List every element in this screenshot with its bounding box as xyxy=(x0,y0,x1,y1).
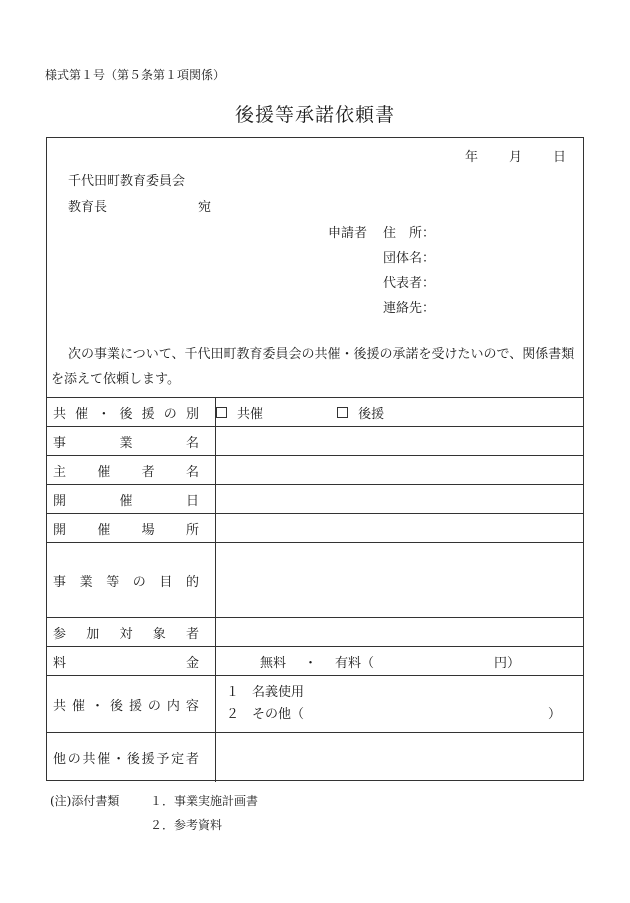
table-row xyxy=(47,543,583,618)
event-date-input[interactable] xyxy=(216,485,584,514)
table-row xyxy=(47,618,583,647)
fee-free-option[interactable]: 無料 xyxy=(260,655,287,671)
row-label-text: 共 催 ・ 後 援 の 別 xyxy=(53,406,199,422)
venue-input[interactable] xyxy=(216,514,584,543)
table-row xyxy=(47,485,583,514)
checkbox-icon[interactable] xyxy=(337,407,348,418)
content-value xyxy=(216,676,584,733)
koen-option[interactable]: 後援 xyxy=(337,403,384,422)
date-day: 日 xyxy=(553,150,567,165)
row-label xyxy=(47,618,216,647)
content-item-1[interactable]: １ 名義使用 xyxy=(226,685,305,700)
purpose-input[interactable] xyxy=(216,543,584,618)
row-label xyxy=(47,676,216,733)
date-month: 月 xyxy=(509,150,523,165)
row-label-text: 事 業 名 xyxy=(53,435,199,451)
table-row xyxy=(47,398,583,427)
row-label xyxy=(47,733,216,782)
addressee-honorific: 宛 xyxy=(198,200,212,215)
organizer-input[interactable] xyxy=(216,456,584,485)
row-label-text: 他 の 共 催 ・ 後 援 予 定 者 xyxy=(53,751,199,767)
row-label xyxy=(47,514,216,543)
row-label xyxy=(47,647,216,676)
application-table xyxy=(47,397,583,782)
event-name-input[interactable] xyxy=(216,427,584,456)
row-label-text: 主 催 者 名 xyxy=(53,464,199,480)
addressee-organization: 千代田町教育委員会 xyxy=(68,174,186,189)
checkbox-icon[interactable] xyxy=(216,407,227,418)
applicant-group-field[interactable]: 団体名： xyxy=(383,251,436,266)
row-label-text: 開 催 場 所 xyxy=(53,522,199,538)
content-item-2[interactable]: ２ その他（ ） xyxy=(226,707,561,722)
row-label-text: 共 催 ・ 後 援 の 内 容 xyxy=(53,698,199,714)
row-label-text: 事 業 等 の 目 的 xyxy=(53,574,199,590)
applicant-representative-field[interactable]: 代表者： xyxy=(383,276,436,291)
row-label xyxy=(47,398,216,427)
row-label-text: 参 加 対 象 者 xyxy=(53,626,199,642)
request-header xyxy=(47,138,583,397)
document-title: 後援等承諾依頼書 xyxy=(234,104,395,126)
form-box xyxy=(46,137,584,781)
type-value xyxy=(216,398,584,427)
fee-paid-option[interactable]: 有料（ xyxy=(335,655,375,671)
row-label xyxy=(47,543,216,618)
table-row xyxy=(47,456,583,485)
target-participants-input[interactable] xyxy=(216,618,584,647)
applicant-contact-field[interactable]: 連絡先： xyxy=(383,301,436,316)
attachment-item-1: １．事業実施計画書 xyxy=(150,794,259,808)
applicant-address-field[interactable]: 住 所： xyxy=(383,226,436,241)
row-label xyxy=(47,485,216,514)
fee-yen: 円） xyxy=(494,655,521,671)
table-row xyxy=(47,647,583,676)
table-row xyxy=(47,676,583,733)
table-row xyxy=(47,514,583,543)
row-label-text: 料 金 xyxy=(53,655,199,671)
kyosai-option[interactable]: 共催 xyxy=(216,403,263,422)
attachment-item-2: ２．参考資料 xyxy=(150,818,223,832)
request-text: 次の事業について、千代田町教育委員会の共催・後援の承諾を受けたいので、関係書類を添えて依頼します。 xyxy=(51,347,575,387)
fee-separator: ・ xyxy=(304,655,318,671)
table-row xyxy=(47,427,583,456)
date-year: 年 xyxy=(465,150,479,165)
applicant-label: 申請者 xyxy=(328,226,368,241)
form-number: 様式第１号（第５条第１項関係） xyxy=(45,68,226,82)
attachments-label: (注)添付書類 xyxy=(50,794,120,808)
other-sponsors-input[interactable] xyxy=(216,733,584,782)
row-label xyxy=(47,456,216,485)
table-row xyxy=(47,733,583,782)
addressee-title: 教育長 xyxy=(68,200,108,215)
row-label-text: 開 催 日 xyxy=(53,493,199,509)
fee-value xyxy=(216,647,584,676)
row-label xyxy=(47,427,216,456)
